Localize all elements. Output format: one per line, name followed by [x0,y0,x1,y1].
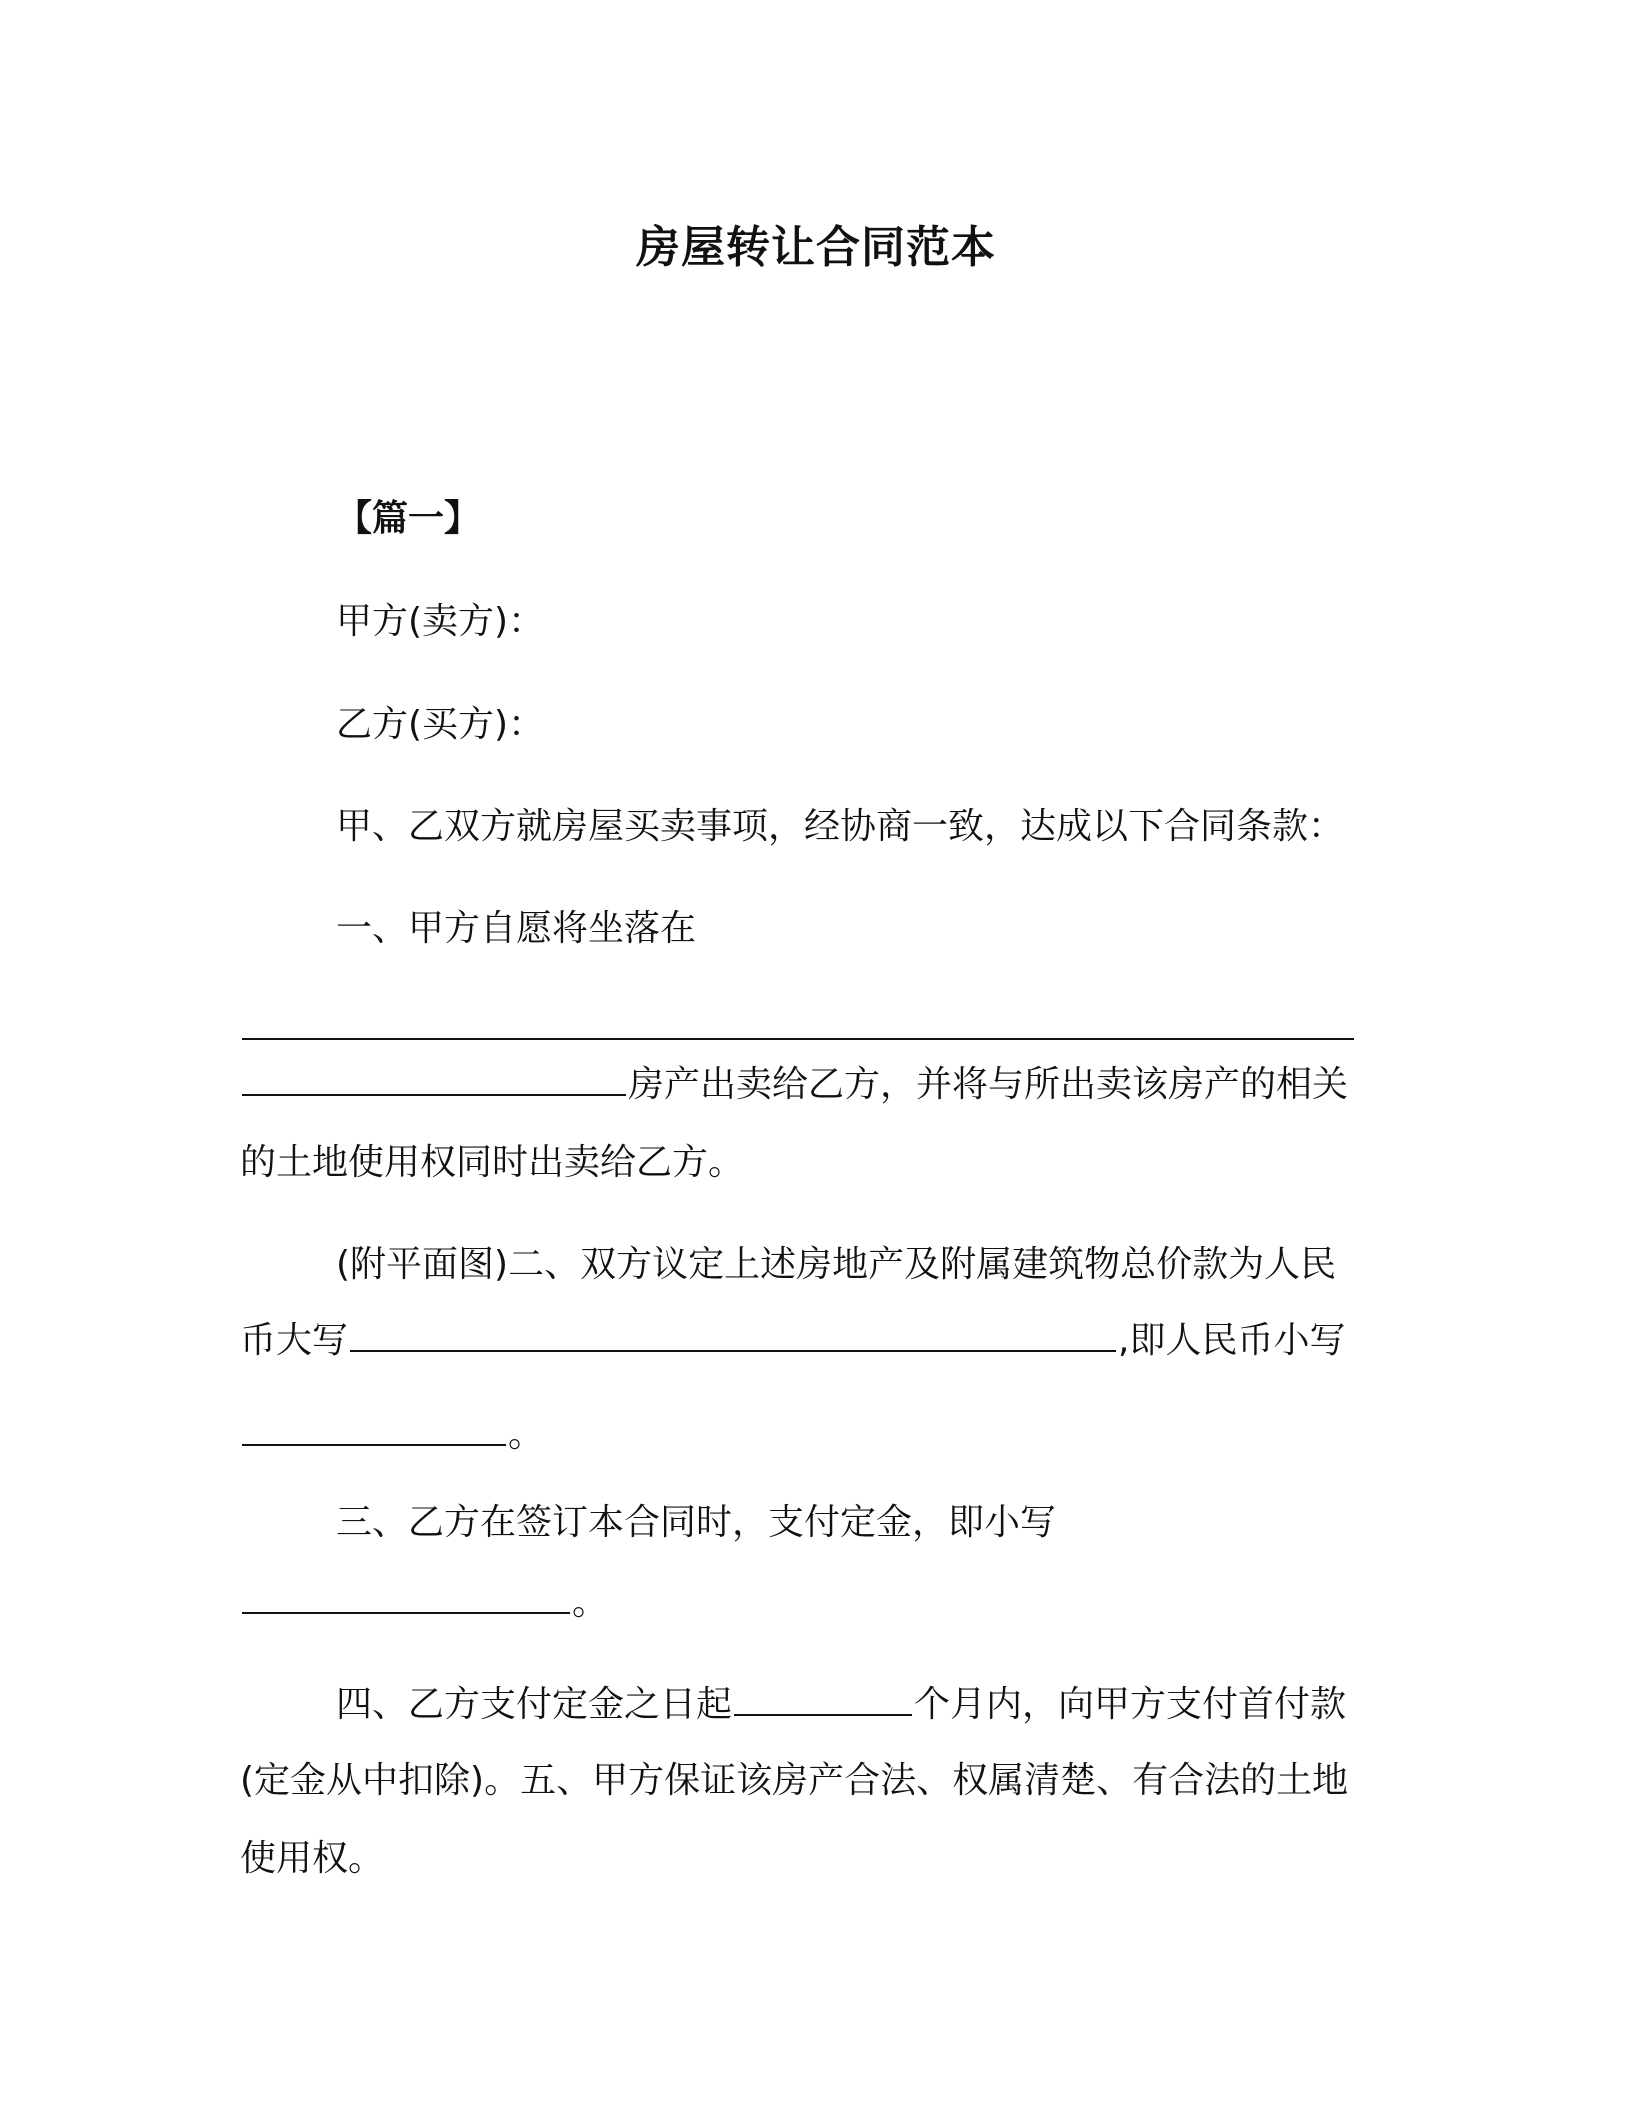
party-b-line: 乙方(买方)： [336,704,545,745]
clause-1-cont-text: 房产出卖给乙方，并将与所出卖该房产的相关 [628,1064,1349,1105]
clause-4-line-3: 使用权。 [240,1838,385,1879]
clause-3-line-2 [240,1578,608,1628]
price-lowercase-blank [242,1410,506,1446]
clause-2-lowercase-label: ,即人民币小写 [1118,1320,1346,1361]
location-blank-2 [242,1060,626,1096]
document-title: 房屋转让合同范本 [636,222,996,273]
party-a-line: 甲方(卖方)： [336,601,545,642]
location-blank-1 [242,1004,1354,1040]
clause-2-line-1: (附平面图)二、双方议定上述房地产及附属建筑物总价款为人民 [336,1244,1337,1285]
clause-4-line-1 [336,1680,1346,1730]
clause-4-line-2: (定金从中扣除)。五、甲方保证该房产合法、权属清楚、有合法的土地 [240,1760,1349,1801]
clause-3-line-1: 三、乙方在签订本合同时，支付定金，即小写 [336,1502,1057,1543]
clause-4-cont: 个月内，向甲方支付首付款 [914,1684,1347,1725]
intro-paragraph: 甲、乙双方就房屋买卖事项，经协商一致，达成以下合同条款： [336,806,1345,847]
clause-1-blank-line [240,1004,1356,1054]
clause-4-lead: 四、乙方支付定金之日起 [336,1684,733,1725]
price-uppercase-blank [350,1316,1116,1352]
clause-2-period: 。 [508,1414,545,1455]
clause-1-cont2: 的土地使用权同时出卖给乙方。 [240,1142,745,1183]
clause-1-lead: 一、甲方自愿将坐落在 [336,908,697,949]
clause-2-uppercase-label: 币大写 [240,1320,349,1361]
section-label: 【篇一】 [336,498,481,539]
months-blank [734,1680,912,1716]
deposit-blank [242,1578,570,1614]
clause-1-cont-line [240,1060,1348,1110]
clause-2-line-2 [240,1316,1345,1366]
clause-3-period: 。 [572,1582,609,1623]
clause-2-line-3 [240,1410,544,1460]
